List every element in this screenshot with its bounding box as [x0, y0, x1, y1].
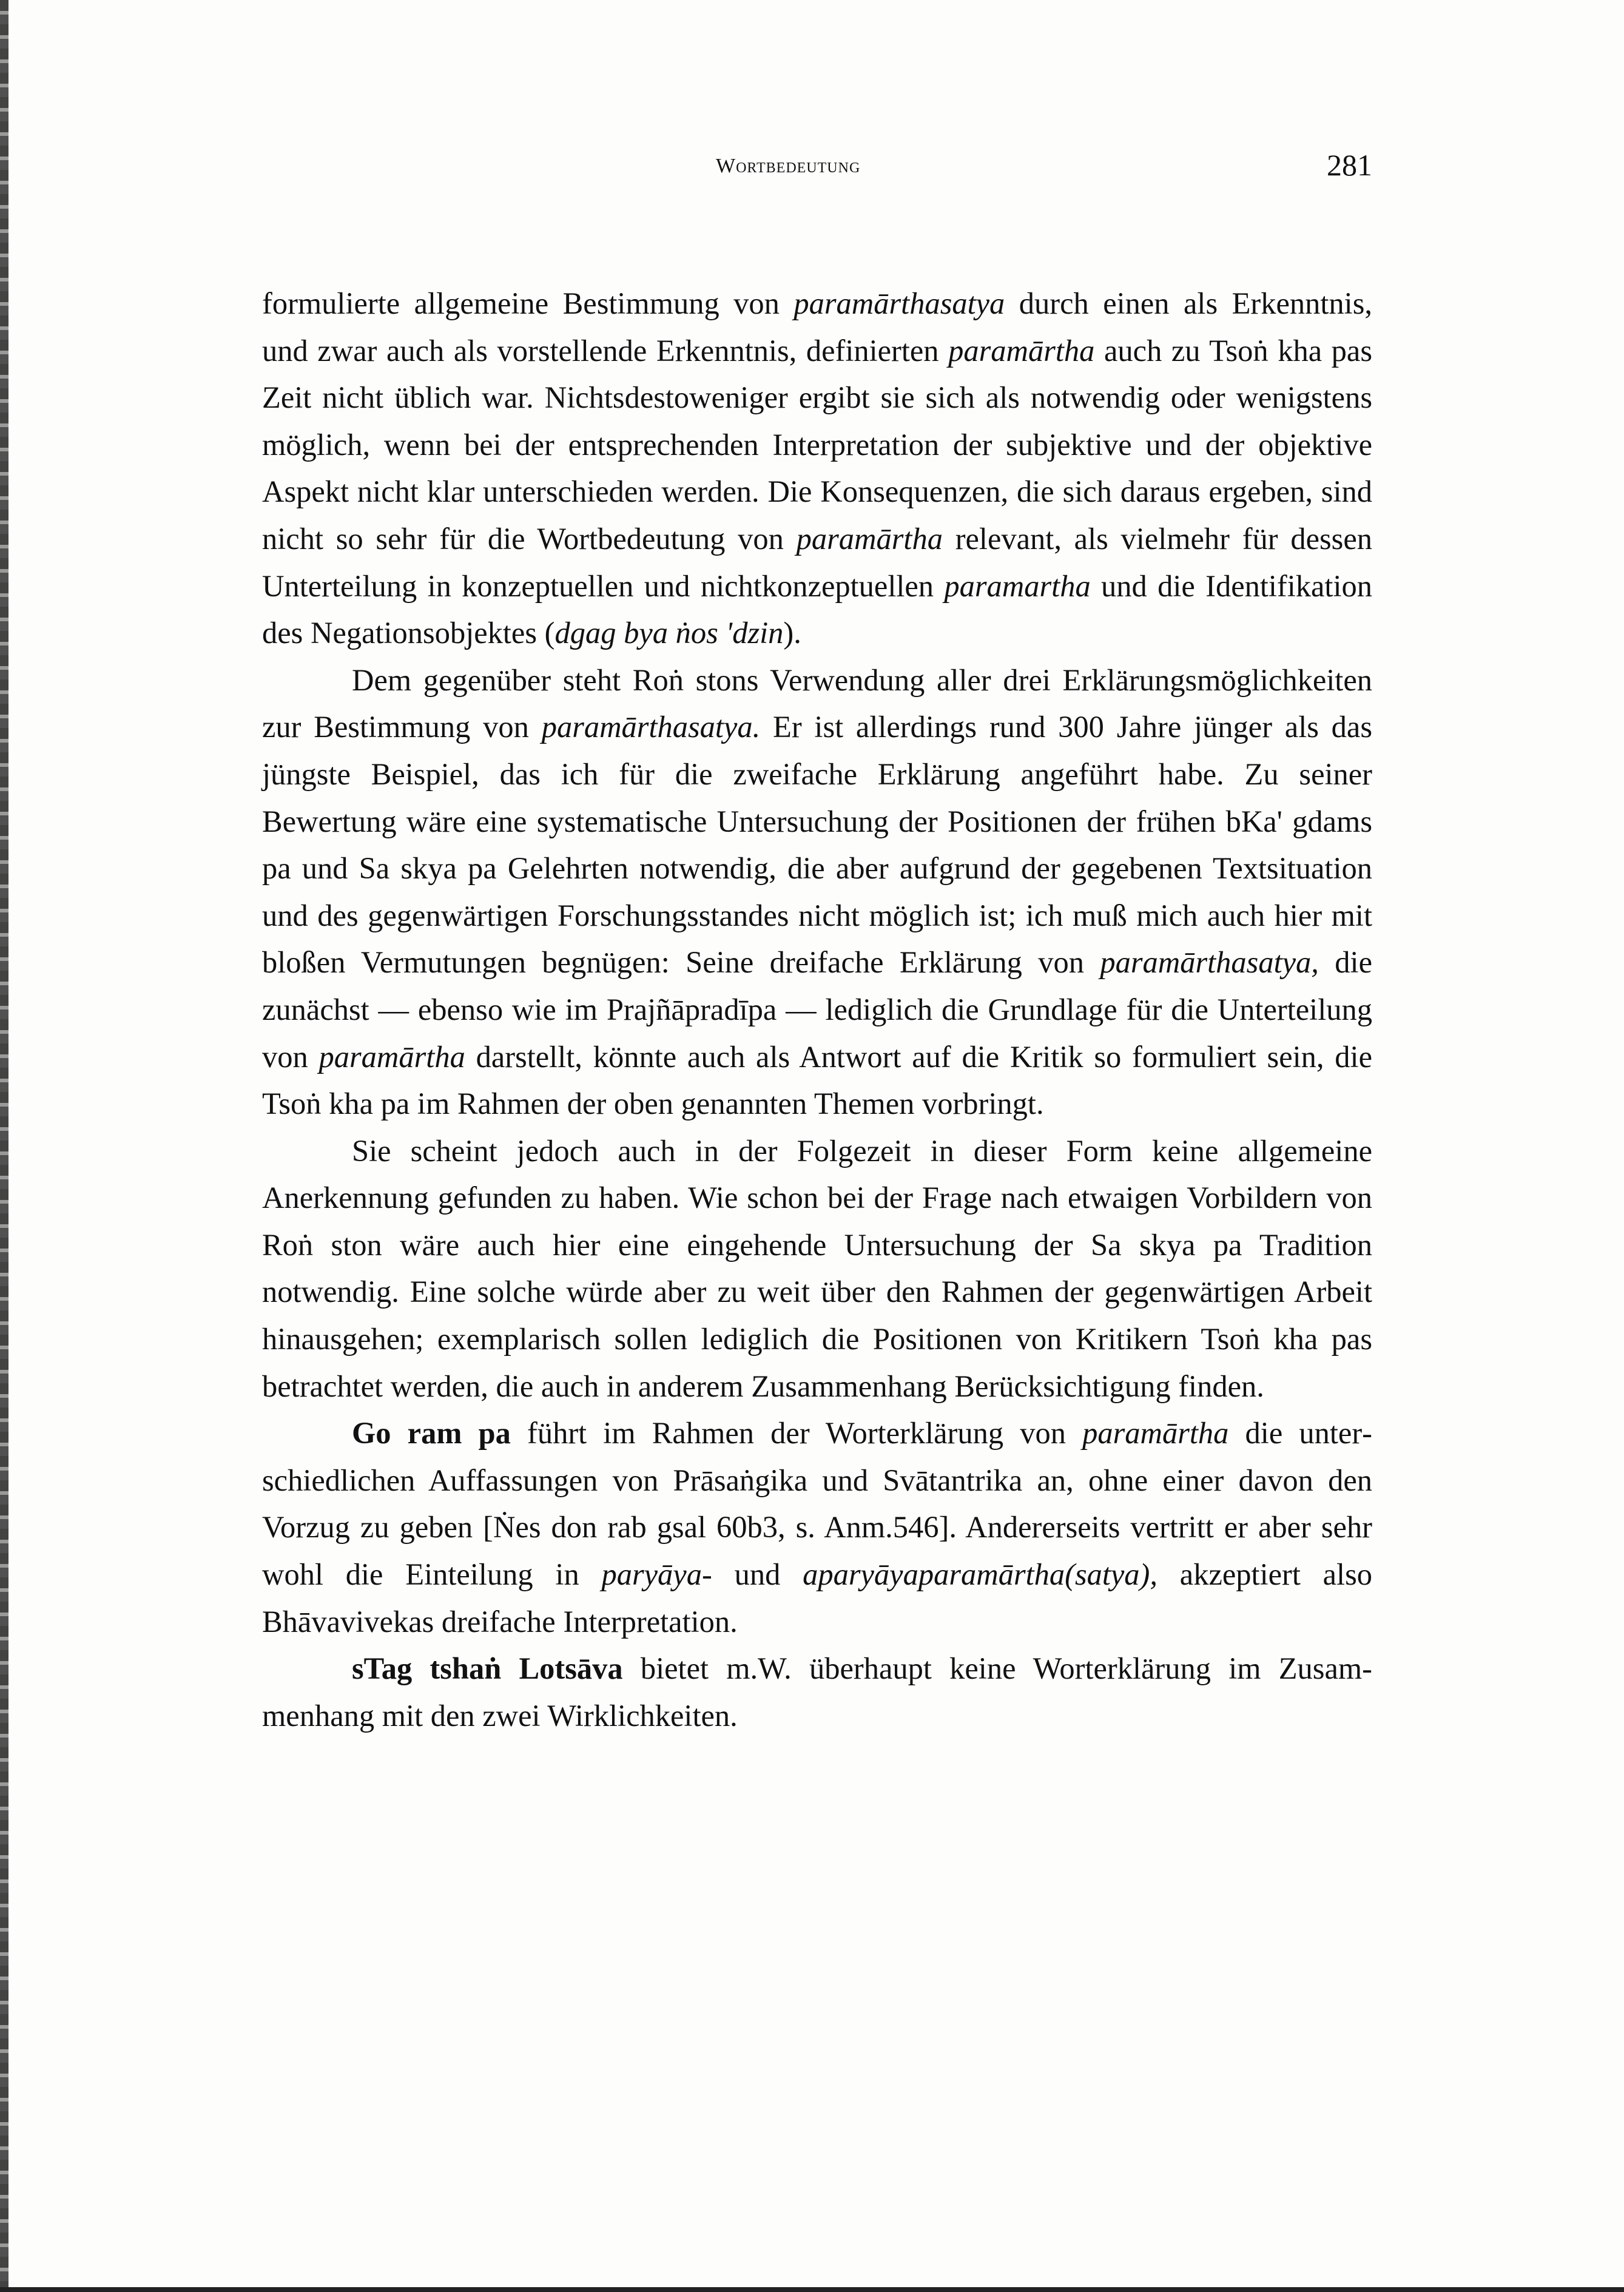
text-run: die zunächst — ebenso wie im Prajñāpradīpa — lediglich die Grundlage für die Unterteilung von — [262, 945, 1372, 1074]
italic-term: paramārtha — [948, 333, 1095, 368]
italic-term: paramārtha — [796, 521, 943, 556]
italic-term: aparyāyaparamārtha(satya), — [803, 1557, 1158, 1592]
page-number: 281 — [1327, 148, 1372, 182]
running-head: Wortbedeutung — [716, 155, 861, 177]
text-run: Dem gegenüber steht Roṅ stons Verwendung aller drei Erklärungsmöglichkeiten zur Bestimmung von — [262, 662, 1372, 744]
bold-name: Go ram pa — [352, 1416, 511, 1451]
bold-name: sTag tshaṅ Lotsāva — [352, 1651, 623, 1686]
text-run: führt im Rahmen der Worterklärung von — [510, 1416, 1083, 1451]
text-run: und — [712, 1557, 803, 1592]
italic-term: paramārthasatya, — [1100, 945, 1319, 980]
text-run: ). — [783, 616, 801, 650]
paragraph — [262, 1128, 1372, 1411]
text-run: bietet m.W. überhaupt keine Worterklärung im Zusammenhang mit den zwei Wirklichkeiten. — [262, 1651, 1372, 1733]
italic-term: paramārthasatya. — [541, 710, 761, 744]
text-run: akzeptiert also Bhāvavivekas dreifache Interpretation. — [262, 1557, 1372, 1639]
body-text — [262, 280, 1372, 1739]
paragraph — [262, 657, 1372, 1128]
italic-term: dgag bya ṅos 'dzin — [554, 616, 784, 650]
italic-term: paramārthasatya — [793, 286, 1005, 320]
text-run: Sie scheint jedoch auch in der Folgezeit in dieser Form keine allgemeine Anerkennung gefunden zu haben. Wie schon bei der Frage nach etwaigen Vorbildern von Roṅ ston wäre auch hier eine eingehende Untersuchung der Sa skya pa Tradition notwendig. Eine solche würde aber zu weit über den Rahmen der gegenwärtigen Arbeit hinausgehen; exemplarisch sollen lediglich die Positionen von Kritikern Tsoṅ kha pas betrachtet werden, die auch in anderem Zusammenhang Berücksichtigung finden. — [262, 1133, 1372, 1403]
scan-binding-edge — [0, 0, 8, 2292]
text-run: und die Identifikation des Negationsobjektes ( — [262, 568, 1372, 650]
paragraph — [262, 1645, 1372, 1739]
text-run: relevant, als vielmehr für dessen Unterteilung in konzeptuellen und nichtkonzeptuellen — [262, 521, 1372, 603]
paragraph — [262, 1410, 1372, 1645]
italic-term: paramārtha — [318, 1039, 465, 1074]
text-run: darstellt, könnte auch als Antwort auf die Kritik so formuliert sein, die Tsoṅ kha pa im Rahmen der oben genannten Themen vorbringt. — [262, 1039, 1372, 1121]
text-run: Er ist allerdings rund 300 Jahre jünger als das jüngste Beispiel, das ich für die zweifache Erklärung angeführt habe. Zu seiner Bewertung wäre eine systematische Untersuchung der Positionen der frühen bKa' gdams pa und Sa skya pa Gelehrten notwendig, die aber aufgrund der gegebenen Textsituation und des gegenwärtigen Forschungsstandes nicht möglich ist; ich muß mich auch hier mit bloßen Vermutungen begnügen: Seine dreifache Erklärung von — [262, 710, 1372, 980]
text-run: auch zu Tsoṅ kha pas Zeit nicht üblich war. Nichtsdestoweniger ergibt sie sich als notwendig oder wenigstens möglich, wenn bei der entsprechenden Interpretation der subjektive und der objektive Aspekt nicht klar unterschieden werden. Die Konsequenzen, die sich daraus ergeben, sind nicht so sehr für die Wortbedeutung von — [262, 333, 1372, 556]
scan-bottom-edge — [0, 2287, 1624, 2292]
paragraph — [262, 280, 1372, 657]
text-run: formulierte allgemeine Bestimmung von — [262, 286, 794, 320]
italic-term: paramartha — [944, 568, 1091, 603]
text-run: durch einen als Erkenntnis, und zwar auch als vorstellende Erkenntnis, definierten — [262, 286, 1372, 368]
italic-term: paryāya- — [601, 1557, 712, 1592]
text-run: die unterschiedlichen Auffassungen von Prāsaṅgika und Svātantrika an, ohne einer davon den Vorzug zu geben [Ṅes don rab gsal 60b3, s. Anm.546]. Andererseits vertritt er aber sehr wohl die Einteilung in — [262, 1416, 1372, 1592]
italic-term: paramārtha — [1082, 1416, 1229, 1451]
